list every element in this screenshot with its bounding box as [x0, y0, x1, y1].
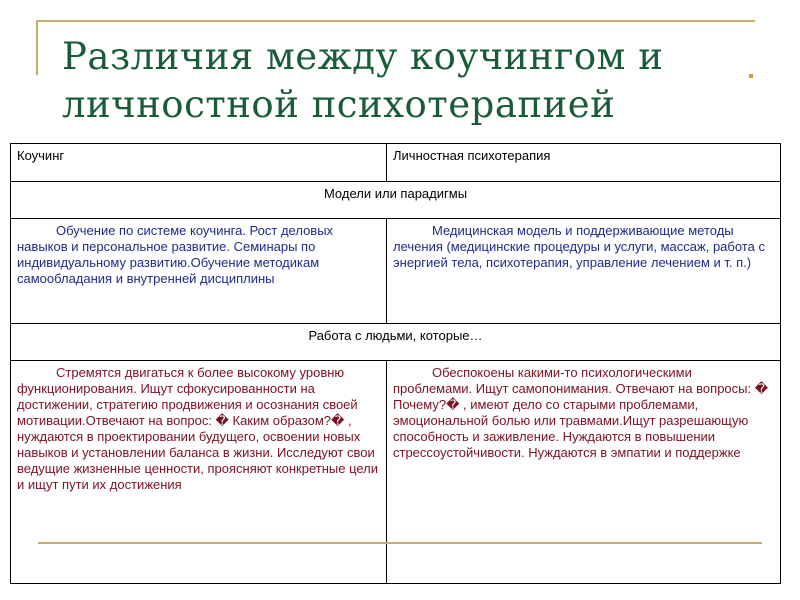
psychotherapy-models-text: Медицинская модель и поддерживающие методы лечения (медицинские процедуры и услуги, массаж, работа с энергией тела, психотерапия, управление лечением и т. п.): [393, 223, 765, 270]
coaching-people-cell: [11, 361, 387, 584]
decorative-bottom-line: [38, 542, 762, 544]
comparison-table: [10, 143, 781, 584]
header-row: [11, 144, 781, 182]
coaching-models-cell: [11, 219, 387, 324]
people-row: [11, 361, 781, 584]
decorative-left-line: [36, 20, 38, 75]
section-row-models: [11, 182, 781, 219]
header-psychotherapy: Личностная психотерапия: [387, 144, 781, 182]
section-label-people: Работа с людьми, которые…: [11, 324, 781, 361]
psychotherapy-models-cell: [387, 219, 781, 324]
section-label-models: Модели или парадигмы: [11, 182, 781, 219]
section-row-people: [11, 324, 781, 361]
decorative-top-line: [36, 20, 755, 22]
slide-title: Различия между коучингом и личностной психотерапией: [62, 35, 664, 126]
models-row: [11, 219, 781, 324]
psychotherapy-people-text: Обеспокоены какими-то психологическими проблемами. Ищут самопонимания. Отвечают на вопросы: � Почему?� , имеют дело со старыми проблемами, эмоциональной болью или травмами.Ищут разрешающую способность и заживление. Нуждаются в повышении стрессоустойчивости. Нуждаются в эмпатии и поддержке: [393, 365, 769, 460]
coaching-people-text: Стремятся двигаться к более высокому уровню функционирования. Ищут сфокусированности на достижении, стратегию продвижения и осознания своей мотивации.Отвечают на вопрос: � Каким образом?� , нуждаются в проектировании будущего, освоении новых навыков и установлении баланса в жизни. Исследуют свои ведущие жизненные ценности, проясняют конкретные цели и ищут пути их достижения: [17, 365, 379, 492]
coaching-models-text: Обучение по системе коучинга. Рост деловых навыков и персональное развитие. Семинары по индивидуальному развитию.Обучение методикам самообладания и внутренней дисциплины: [17, 223, 334, 286]
psychotherapy-people-cell: [387, 361, 781, 584]
header-coaching: Коучинг: [11, 144, 387, 182]
